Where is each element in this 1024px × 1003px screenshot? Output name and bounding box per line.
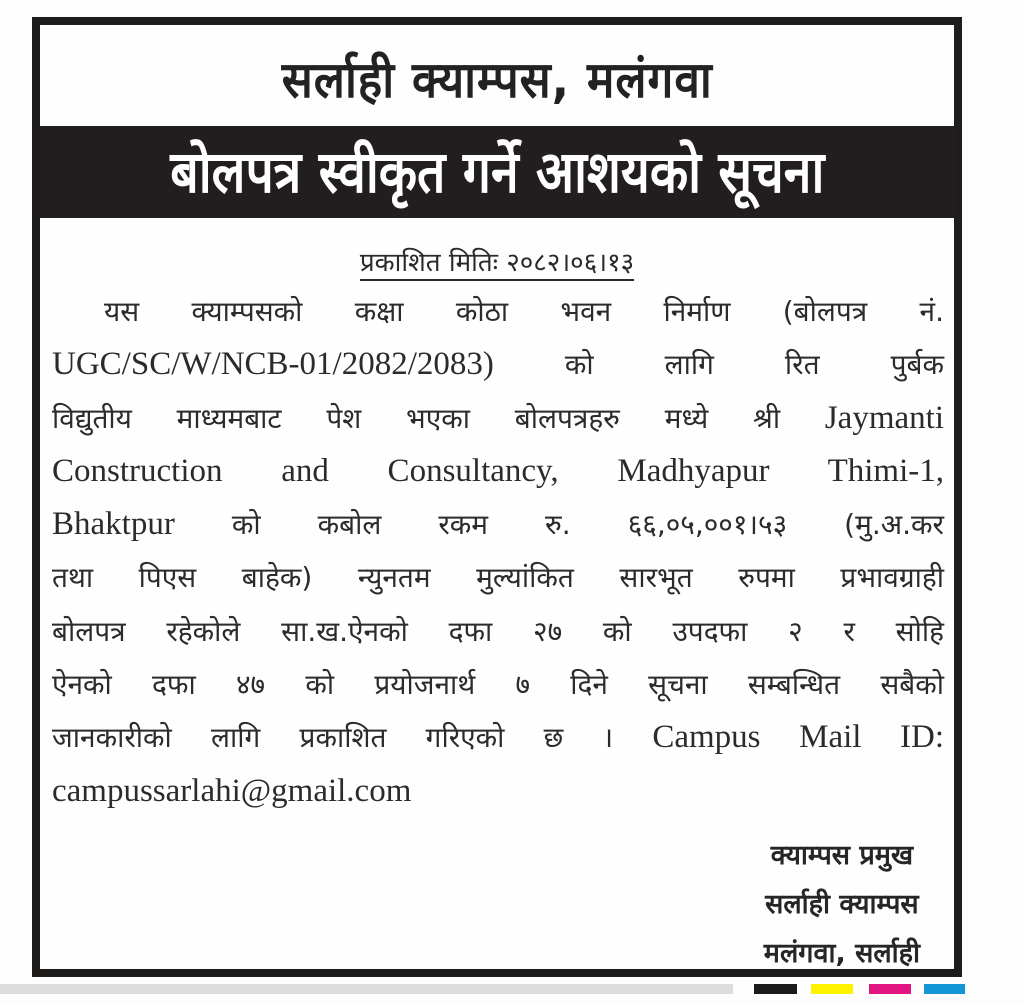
body-line xyxy=(52,285,944,338)
body-text-segment: तथा पिएस बाहेक) न्युनतम मुल्यांकित सारभूत रुपमा प्रभावग्राही xyxy=(52,561,944,595)
gray-bar xyxy=(0,984,733,994)
notice-frame xyxy=(32,17,962,977)
yellow-swatch xyxy=(811,984,853,994)
signatory-location: मलंगवा, सर्लाही xyxy=(763,938,920,969)
published-date-label: प्रकाशित मितिः xyxy=(359,248,498,278)
notice-title-banner xyxy=(40,126,954,218)
body-line xyxy=(52,605,944,658)
body-text-segment: campussarlahi@gmail.com xyxy=(52,772,412,809)
published-date-value: २०८२।०६।१३ xyxy=(506,248,635,278)
body-text-segment: जानकारीको लागि प्रकाशित गरिएको छ । xyxy=(52,721,653,755)
published-date-underline xyxy=(360,248,634,281)
body-line xyxy=(52,445,944,498)
magenta-swatch xyxy=(869,984,911,994)
body-text-segment: Jaymanti xyxy=(824,399,944,436)
body-text-segment: ऐनको दफा ४७ को प्रयोजनार्थ ७ दिने सूचना सम्बन्धित सबैको xyxy=(52,668,944,702)
print-color-strip xyxy=(0,984,1024,994)
notice-title: बोलपत्र स्वीकृत गर्ने आशयको सूचना xyxy=(169,137,825,206)
notice-body xyxy=(52,285,944,818)
body-text-segment: विद्युतीय माध्यमबाट पेश भएका बोलपत्रहरु मध्ये श्री xyxy=(52,401,825,435)
body-text-segment: यस क्याम्पसको कक्षा कोठा भवन निर्माण (बोलपत्र नं. xyxy=(104,295,944,328)
body-text-segment: को लागि रित पुर्बक xyxy=(493,348,944,382)
published-date xyxy=(40,243,954,279)
body-line xyxy=(52,498,944,551)
body-text-segment: Construction and Consultancy, Madhyapur Thimi-1, xyxy=(52,452,944,489)
body-line xyxy=(52,551,944,604)
body-line xyxy=(52,338,944,391)
campus-name-heading: सर्लाही क्याम्पस, मलंगवा xyxy=(281,50,713,109)
masthead xyxy=(40,25,954,126)
cyan-swatch xyxy=(924,984,965,994)
signatory-title: क्याम्पस प्रमुख xyxy=(770,840,914,871)
body-line xyxy=(52,658,944,711)
black-swatch xyxy=(754,984,797,994)
body-text-segment: Bhaktpur xyxy=(52,506,175,543)
body-text-segment: बोलपत्र रहेकोले सा.ख.ऐनको दफा २७ को उपदफा २ र सोहि xyxy=(52,614,944,648)
body-line xyxy=(52,711,944,764)
signature-block xyxy=(764,831,920,978)
signatory-org: सर्लाही क्याम्पस xyxy=(765,889,919,920)
body-line xyxy=(52,392,944,445)
body-text-segment: Campus Mail ID: xyxy=(652,719,944,756)
body-text-segment: UGC/SC/W/NCB-01/2082/2083) xyxy=(52,346,494,383)
body-line xyxy=(52,765,944,818)
body-text-segment: को कबोल रकम रु. ६६,०५,००१।५३ (मु.अ.कर xyxy=(174,508,944,542)
